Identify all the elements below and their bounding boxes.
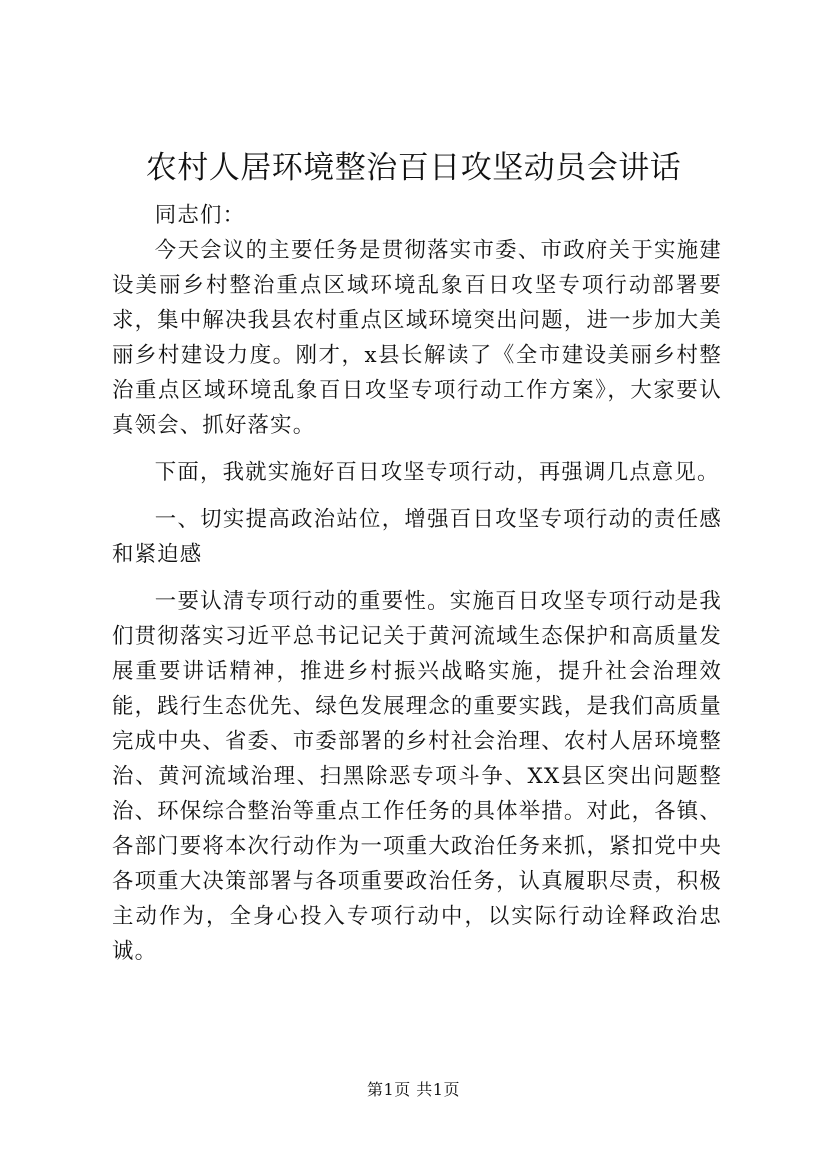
page-number-footer: 第1页 共1页 [367,1080,460,1099]
salutation: 同志们： [154,203,246,228]
paragraph-1: 今天会议的主要任务是贯彻落实市委、市政府关于实施建设美丽乡村整治重点区域环境乱象百日攻坚专项行动部署要求，集中解决我县农村重点区域环境突出问题，进一步加大美丽乡村建设力度。刚才，x县长解读了《全市建设美丽乡村整治重点区域环境乱象百日攻坚专项行动工作方案》，大家要认真领会、抓好落实。 [112,238,722,438]
document-title: 农村人居环境整治百日攻坚动员会讲话 [145,150,682,186]
paragraph-3: 一要认清专项行动的重要性。实施百日攻坚专项行动是我们贯彻落实习近平总书记记关于黄河流域生态保护和高质量发展重要讲话精神，推进乡村振兴战略实施，提升社会治理效能，践行生态优先、绿色发展理念的重要实践，是我们高质量完成中央、省委、市委部署的乡村社会治理、农村人居环境整治、黄河流域治理、扫黑除恶专项斗争、XX县区突出问题整治、环保综合整治等重点工作任务的具体举措。对此，各镇、各部门要将本次行动作为一项重大政治任务来抓，紧扣党中央各项重大决策部署与各项重要政治任务，认真履职尽责，积极主动作为，全身心投入专项行动中，以实际行动诠释政治忠诚。 [112,589,722,964]
document-body [112,198,722,969]
section-heading-1: 一、切实提高政治站位，增强百日攻坚专项行动的责任感和紧迫感 [112,507,722,567]
paragraph-2: 下面，我就实施好百日攻坚专项行动，再强调几点意见。 [154,460,720,485]
